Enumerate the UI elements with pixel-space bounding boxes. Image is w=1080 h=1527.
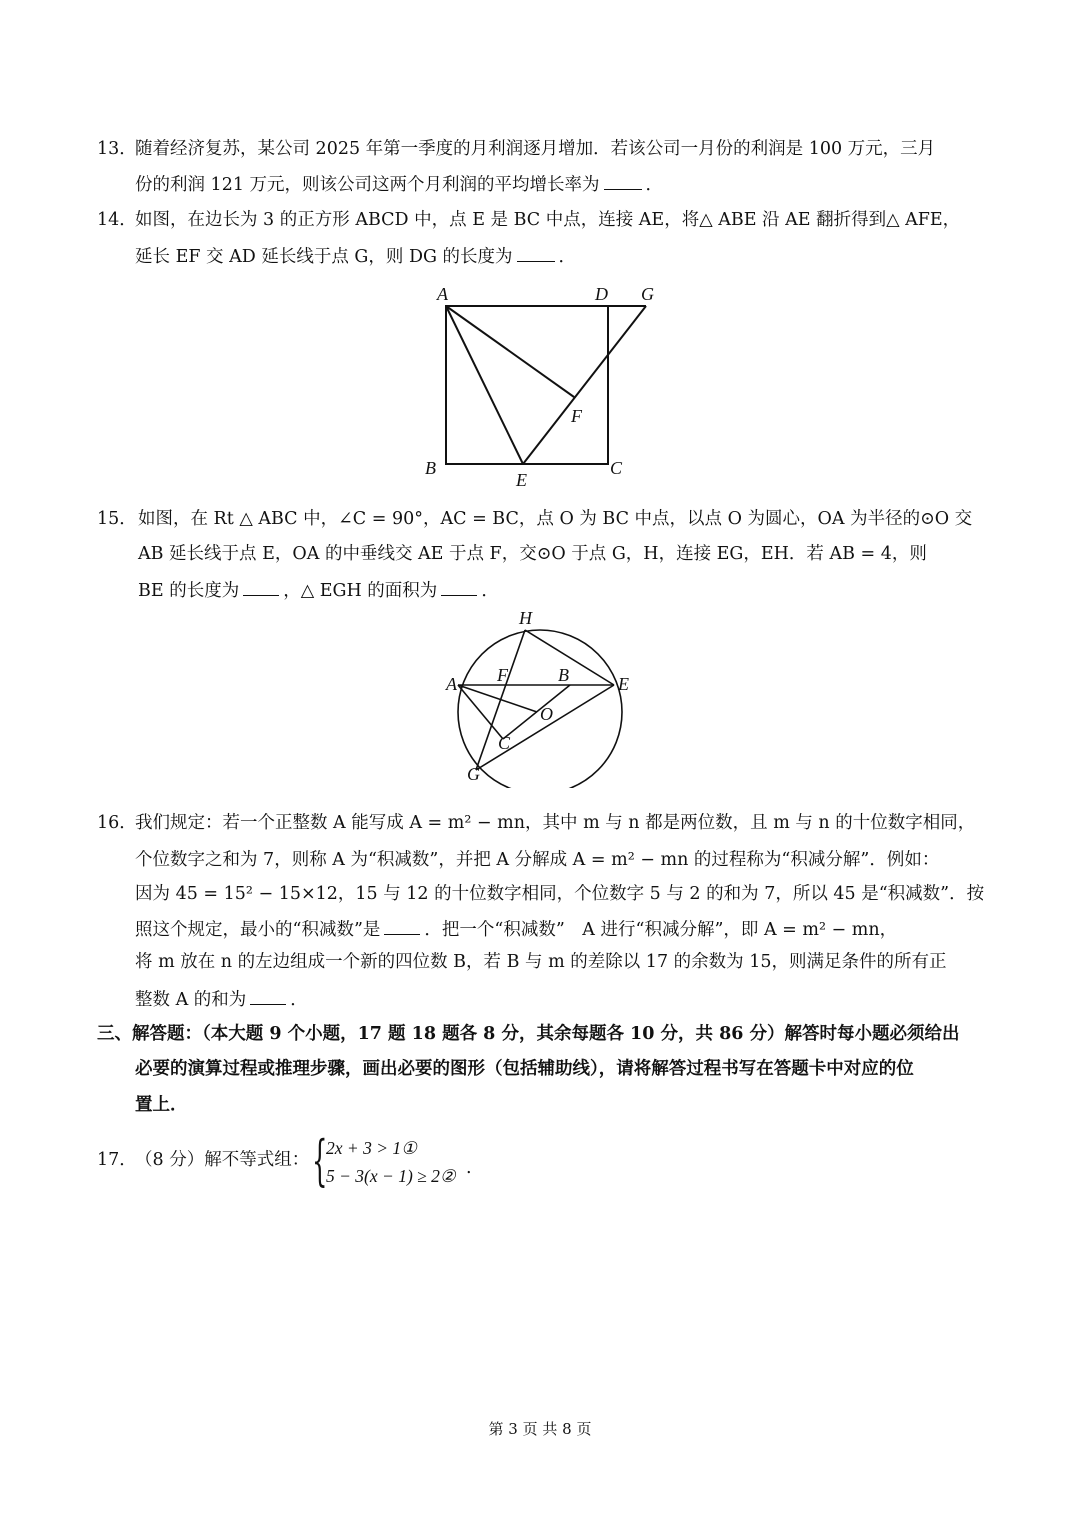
q17-inequality-1: 2x + 3 > 1① <box>326 1138 417 1158</box>
section-3-line2: 必要的演算过程或推理步骤，画出必要的图形（包括辅助线），请将解答过程书写在答题卡中对应的位 <box>135 1059 914 1079</box>
q15-text-line2: AB 延长线于点 E，OA 的中垂线交 AE 于点 F，交⊙O 于点 G，H，连接 EG，EH．若 AB = 4，则 <box>138 544 927 564</box>
label-H: H <box>519 608 532 628</box>
q16-text-line6: 整数 A 的和为 <box>135 990 247 1010</box>
label-E: E <box>618 674 629 694</box>
q15-end: ． <box>481 581 499 601</box>
label-C: C <box>498 733 511 753</box>
q15-text-line3b: ，△ EGH 的面积为 <box>283 581 438 601</box>
q16-text-line2: 个位数字之和为 7，则称 A 为“积减数”，并把 A 分解成 A = m² − mn 的过程称为“积减分解”．例如： <box>135 850 940 870</box>
q17-prefix: （8 分）解不等式组： <box>135 1150 310 1170</box>
q16-text-line4a: 照这个规定，最小的“积减数”是 <box>135 920 381 940</box>
page-footer: 第 3 页 共 8 页 <box>488 1420 592 1438</box>
label-G: G <box>467 764 480 784</box>
q13-answer-blank[interactable] <box>604 171 642 190</box>
q15-text-line3a: BE 的长度为 <box>138 581 240 601</box>
q14-number: 14． <box>97 210 137 230</box>
q17-number: 17． <box>97 1150 137 1170</box>
q16-text-line4b: ．把一个“积减数” A 进行“积减分解”，即 A = m² − mn， <box>424 920 898 940</box>
label-E: E <box>516 470 527 490</box>
segment-ae <box>446 306 523 464</box>
label-G: G <box>641 284 654 304</box>
q15-answer-blank-2[interactable] <box>441 577 477 596</box>
q16-text-line3: 因为 45 = 15² − 15×12，15 与 12 的十位数字相同，个位数字 5 与 2 的和为 7，所以 45 是“积减数”．按 <box>135 884 985 904</box>
segment-eg <box>523 306 646 464</box>
q14-text-line1: 如图，在边长为 3 的正方形 ABCD 中，点 E 是 BC 中点，连接 AE，将△ ABE 沿 AE 翻折得到△ AFE， <box>135 210 961 230</box>
label-F: F <box>571 406 582 426</box>
q16-number: 16． <box>97 813 137 833</box>
q16-text-line1: 我们规定：若一个正整数 A 能写成 A = m² − mn，其中 m 与 n 都是两位数，且 m 与 n 的十位数字相同， <box>135 813 976 833</box>
q14-answer-blank[interactable] <box>517 243 555 262</box>
label-A: A <box>446 674 457 694</box>
q13-number: 13． <box>97 139 137 159</box>
segment-af <box>446 306 574 397</box>
q15-number: 15． <box>97 509 137 529</box>
q16-text-line5: 将 m 放在 n 的左边组成一个新的四位数 B，若 B 与 m 的差除以 17 的余数为 15，则满足条件的所有正 <box>135 952 947 972</box>
label-D: D <box>595 284 608 304</box>
q13-text-line1: 随着经济复苏，某公司 2025 年第一季度的月利润逐月增加．若该公司一月份的利润是 100 万元，三月 <box>135 139 936 159</box>
q15-answer-blank-1[interactable] <box>243 577 279 596</box>
section-3-line3: 置上． <box>135 1095 188 1115</box>
q13-end: ． <box>645 175 664 195</box>
label-C: C <box>610 458 623 478</box>
q15-figure <box>440 608 640 788</box>
q14-end: ． <box>558 247 577 267</box>
q13-text-line2: 份的利润 121 万元，则该公司这两个月利润的平均增长率为 <box>135 175 600 195</box>
label-F: F <box>497 665 508 685</box>
q15-text-line1: 如图，在 Rt △ ABC 中，∠C = 90°，AC = BC，点 O 为 BC 中点，以点 O 为圆心，OA 为半径的⊙O 交 <box>138 509 973 529</box>
label-O: O <box>540 704 553 724</box>
q16-end: ． <box>290 990 308 1010</box>
q14-text-line2: 延长 EF 交 AD 延长线于点 G，则 DG 的长度为 <box>135 247 513 267</box>
q17-inequality-2: 5 − 3(x − 1) ≥ 2② <box>326 1166 456 1186</box>
label-B: B <box>558 665 569 685</box>
q17-brace: { <box>312 1129 328 1192</box>
q16-answer-blank-1[interactable] <box>384 916 420 935</box>
q17-end: . <box>466 1158 472 1178</box>
line-cb <box>503 685 570 739</box>
q16-answer-blank-2[interactable] <box>250 986 286 1005</box>
label-B: B <box>425 458 436 478</box>
section-3-line1: 三、解答题：（本大题 9 个小题，17 题 18 题各 8 分，其余每题各 10 分，共 86 分）解答时每小题必须给出 <box>97 1024 960 1044</box>
q14-figure <box>415 280 675 490</box>
label-A: A <box>437 284 448 304</box>
